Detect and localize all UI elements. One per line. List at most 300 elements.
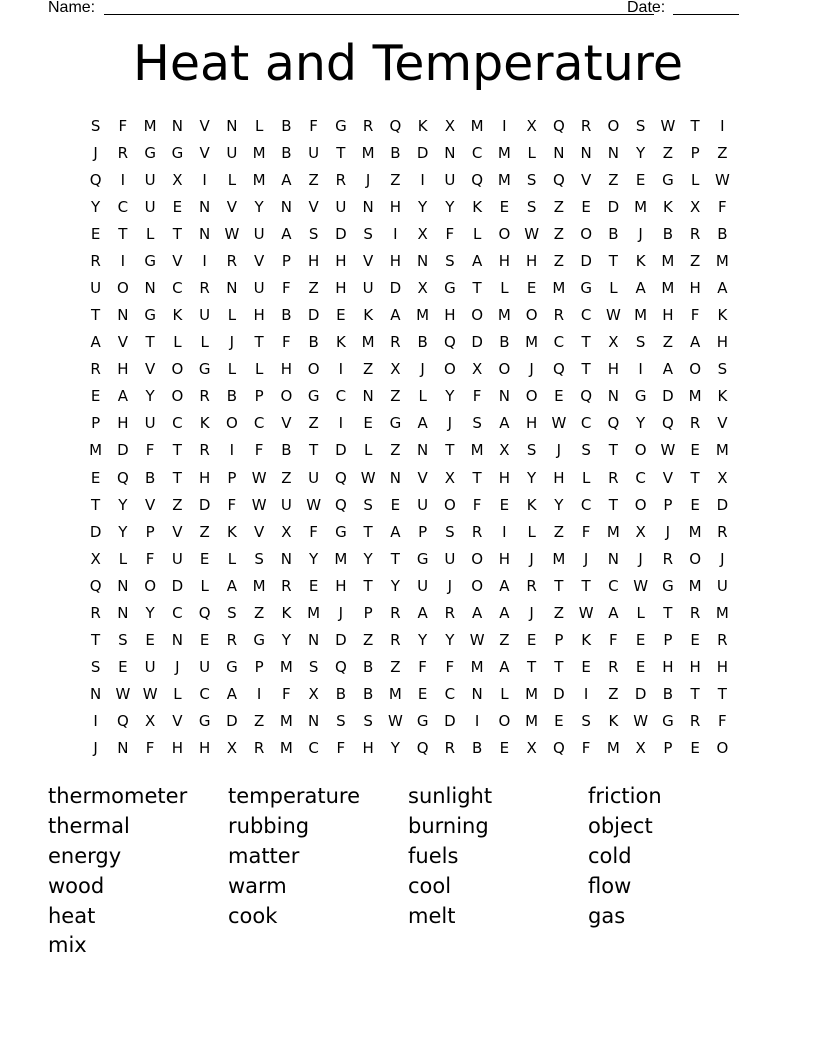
grid-letter: I [93,712,98,731]
grid-letter: R [689,414,701,433]
grid-letter: X [526,739,537,758]
grid-letter: T [390,549,400,568]
grid-letter: Z [390,658,401,677]
grid-letter: R [253,739,265,758]
grid-letter: W [306,495,322,514]
word-list-item: temperature [228,783,360,808]
grid-letter: X [499,441,510,460]
grid-letter: L [227,170,237,189]
grid-letter: D [171,576,184,595]
grid-letter: X [390,360,401,379]
grid-letter: N [226,279,238,297]
grid-letter: K [717,387,728,406]
grid-letter: T [172,441,182,460]
grid-letter: F [718,712,727,731]
grid-letter: T [363,576,373,595]
grid-letter: H [362,739,374,758]
grid-letter: C [553,333,565,352]
word-list-item: mix [48,933,87,958]
grid-letter: O [716,739,729,758]
grid-letter: X [281,522,292,541]
grid-letter: M [470,658,484,677]
grid-letter: E [308,576,319,595]
grid-letter: N [199,197,211,216]
grid-letter: G [662,170,674,189]
grid-letter: R [689,603,701,622]
grid-letter: D [553,685,565,704]
grid-letter: V [172,522,183,541]
grid-letter: K [226,522,237,541]
grid-letter: P [227,468,237,487]
grid-letter: E [690,495,700,514]
grid-letter: U [144,414,156,433]
grid-letter: R [199,387,210,406]
word-list-item: matter [228,843,300,868]
grid-letter: O [580,224,593,243]
grid-letter: Y [145,387,155,406]
grid-letter: H [553,468,565,487]
grid-letter: C [117,197,129,216]
grid-letter: E [554,712,564,731]
grid-letter: B [308,333,319,352]
grid-letter: E [145,631,155,650]
grid-letter: N [607,387,619,406]
grid-letter: G [662,576,674,595]
grid-letter: I [502,522,507,541]
grid-row [82,491,736,518]
grid-letter: M [334,549,348,568]
grid-letter: X [444,116,456,135]
grid-letter: S [635,333,646,352]
grid-letter: L [527,143,536,162]
grid-letter: B [499,333,510,352]
grid-letter: Z [308,279,319,297]
grid-letter: T [254,333,264,352]
grid-letter: T [608,495,618,514]
grid-letter: H [444,306,456,325]
grid-letter: X [417,224,428,243]
grid-letter: G [198,712,211,731]
grid-letter: H [335,576,347,595]
grid-letter: Z [390,387,401,406]
grid-letter: D [335,441,347,460]
grid-letter: Z [662,143,674,162]
grid-letter: F [227,495,237,514]
grid-letter: H [498,549,511,568]
grid-letter: Z [553,251,565,270]
grid-letter: M [497,170,511,189]
grid-letter: R [362,116,374,135]
grid-letter: Y [390,739,400,758]
grid-letter: R [526,576,537,595]
grid-letter: Q [552,116,565,135]
grid-letter: Z [362,631,374,650]
grid-letter: U [171,549,183,568]
grid-letter: G [253,631,265,650]
grid-letter: L [690,170,700,189]
grid-letter: N [199,224,211,243]
grid-letter: I [583,685,589,704]
grid-letter: N [144,279,156,297]
grid-letter: U [716,576,728,595]
grid-letter: X [635,739,646,758]
word-list-item: energy [48,843,122,868]
header [48,0,748,20]
grid-letter: Z [608,685,619,704]
grid-letter: O [634,441,647,460]
grid-letter: F [282,685,291,704]
grid-letter: B [608,224,619,243]
grid-letter: X [444,468,456,487]
grid-letter: B [717,224,728,243]
grid-letter: H [498,468,511,487]
grid-row [82,356,736,383]
grid-letter: X [308,685,319,704]
grid-letter: L [527,522,536,541]
grid-letter: I [720,116,725,135]
grid-letter: Q [580,387,593,406]
grid-letter: A [117,387,128,406]
grid-letter: G [580,279,592,297]
grid-letter: Z [717,143,728,162]
grid-letter: R [199,441,210,460]
grid-row [82,139,736,166]
grid-letter: X [90,549,101,568]
word-list-item: cook [228,903,278,928]
word-list-item: burning [408,813,489,838]
grid-letter: M [252,170,266,189]
grid-letter: I [393,224,398,243]
grid-letter: D [416,143,429,162]
grid-letter: B [226,387,238,406]
grid-letter: Q [389,116,402,135]
grid-letter: A [717,279,728,297]
grid-letter: Y [445,387,455,406]
grid-letter: F [581,522,591,541]
word-list-item: cool [408,873,452,898]
grid-letter: C [253,414,265,433]
grid-letter: R [471,522,483,541]
grid-letter: I [638,360,643,379]
grid-letter: S [472,414,482,433]
grid-letter: S [254,549,264,568]
grid-letter: G [144,251,156,270]
grid-letter: F [418,658,427,677]
grid-letter: A [390,522,401,541]
grid-row [82,437,736,464]
grid-letter: X [526,116,537,135]
grid-letter: B [281,441,292,460]
grid-letter: M [252,143,266,162]
grid-letter: G [335,116,347,135]
grid-letter: T [581,333,591,352]
grid-letter: L [472,224,482,243]
grid-letter: G [416,712,429,731]
grid-letter: R [689,712,701,731]
grid-row [82,220,736,247]
word-list-item: gas [588,903,626,928]
grid-letter: O [634,495,647,514]
grid-letter: X [172,170,183,189]
grid-letter: S [336,712,346,731]
grid-row [82,464,736,491]
grid-letter: V [199,116,210,135]
grid-letter: Y [91,197,101,216]
grid-row [82,193,736,220]
grid-letter: S [581,441,591,460]
grid-letter: K [363,306,374,325]
grid-letter: Z [390,170,401,189]
grid-letter: R [553,306,565,325]
date-blank-line [673,14,739,15]
grid-letter: H [689,279,701,297]
grid-letter: K [581,631,592,650]
grid-letter: V [281,414,292,433]
grid-letter: H [198,739,211,758]
grid-row [82,112,736,139]
grid-letter: Y [118,495,128,514]
grid-letter: H [389,197,402,216]
grid-letter: M [688,576,702,595]
grid-letter: O [498,360,511,379]
grid-letter: L [227,360,237,379]
grid-letter: H [662,306,674,325]
grid-letter: T [690,685,700,704]
grid-letter: T [336,143,346,162]
grid-letter: M [661,279,675,297]
grid-letter: S [227,603,237,622]
grid-letter: G [144,306,156,325]
word-list-item: cold [588,843,632,868]
grid-letter: E [363,414,373,433]
grid-letter: F [254,441,264,460]
grid-letter: N [389,468,401,487]
grid-letter: L [500,279,509,297]
grid-letter: X [608,333,619,352]
grid-row [82,572,736,599]
grid-letter: K [608,712,619,731]
grid-letter: G [144,143,156,162]
grid-letter: O [443,495,456,514]
grid-row [82,681,736,708]
grid-letter: A [471,251,483,270]
word-list-item: rubbing [228,813,310,838]
grid-row [82,302,736,329]
grid-letter: A [417,603,428,622]
word-list-item: wood [48,873,105,898]
grid-letter: F [472,387,482,406]
grid-letter: H [525,414,538,433]
grid-letter: G [662,712,674,731]
grid-letter: N [171,631,183,650]
grid-letter: H [198,468,211,487]
grid-letter: S [363,224,373,243]
grid-letter: D [226,712,238,731]
grid-letter: A [281,170,292,189]
grid-letter: T [145,333,155,352]
grid-letter: U [417,576,429,595]
grid-letter: L [173,333,182,352]
grid-letter: G [416,549,429,568]
grid-letter: J [720,549,725,568]
grid-letter: N [117,306,129,325]
grid-letter: V [117,333,128,352]
grid-row [82,329,736,356]
grid-letter: N [117,739,129,758]
grid-letter: L [173,685,182,704]
grid-letter: C [580,414,592,433]
grid-letter: E [526,279,537,297]
grid-letter: R [90,603,101,622]
grid-letter: E [90,224,101,243]
grid-letter: Y [309,549,319,568]
grid-letter: D [634,685,647,704]
word-list-row [48,841,768,871]
grid-letter: O [144,576,157,595]
grid-letter: F [718,197,727,216]
grid-letter: R [444,739,456,758]
grid-letter: V [308,197,319,216]
grid-letter: D [580,251,592,270]
grid-letter: L [254,360,264,379]
grid-letter: W [578,603,594,622]
grid-letter: O [280,387,293,406]
grid-letter: N [280,197,292,216]
grid-letter: J [529,549,534,568]
grid-letter: V [362,251,374,270]
grid-letter: E [635,170,646,189]
grid-letter: M [688,522,702,541]
grid-letter: R [199,279,210,297]
grid-letter: O [498,224,511,243]
grid-letter: C [444,685,456,704]
grid-letter: C [335,387,347,406]
grid-letter: P [690,143,700,162]
grid-letter: K [635,251,646,270]
grid-letter: A [281,224,292,243]
grid-letter: K [417,116,428,135]
grid-letter: N [362,387,374,406]
grid-letter: V [172,251,183,270]
grid-letter: V [662,468,673,487]
grid-letter: N [444,143,456,162]
grid-letter: X [226,739,238,758]
grid-letter: R [335,170,347,189]
grid-letter: L [118,549,128,568]
grid-letter: K [662,197,673,216]
grid-letter: Y [281,631,291,650]
grid-letter: Z [172,495,183,514]
grid-letter: F [118,116,128,135]
grid-letter: D [471,333,483,352]
grid-letter: W [633,576,649,595]
grid-letter: N [580,143,592,162]
grid-letter: U [444,170,456,189]
grid-letter: R [608,658,619,677]
grid-letter: E [90,387,101,406]
grid-letter: S [445,522,455,541]
grid-letter: M [497,143,511,162]
grid-letter: H [689,658,701,677]
word-list-item: object [588,813,653,838]
grid-letter: J [338,603,344,622]
grid-letter: Y [254,197,264,216]
grid-letter: B [362,685,374,704]
grid-letter: A [499,603,510,622]
grid-letter: T [172,224,182,243]
grid-letter: E [690,441,700,460]
grid-letter: Y [145,603,155,622]
grid-letter: I [474,712,480,731]
grid-letter: W [660,441,676,460]
grid-letter: A [390,306,401,325]
grid-letter: M [525,333,539,352]
grid-letter: O [689,360,702,379]
grid-letter: W [251,495,267,514]
grid-letter: C [580,306,592,325]
grid-letter: I [202,251,207,270]
grid-letter: U [226,143,238,162]
grid-letter: X [717,468,728,487]
grid-letter: K [172,306,183,325]
grid-letter: Z [662,333,674,352]
grid-letter: Z [308,170,319,189]
grid-letter: V [417,468,428,487]
grid-letter: Z [253,603,265,622]
grid-letter: D [89,522,102,541]
grid-letter: O [225,414,238,433]
grid-letter: M [279,658,293,677]
grid-letter: J [556,441,562,460]
grid-letter: H [716,333,729,352]
grid-letter: M [279,739,293,758]
grid-letter: Q [552,739,565,758]
grid-letter: O [471,549,484,568]
grid-letter: Z [553,197,565,216]
grid-letter: T [445,441,455,460]
grid-letter: L [200,333,209,352]
grid-letter: S [635,116,646,135]
grid-letter: I [120,251,126,270]
grid-letter: U [308,468,320,487]
grid-letter: A [417,414,428,433]
word-list-item: sunlight [408,783,493,808]
grid-letter: N [553,143,565,162]
grid-letter: T [608,251,618,270]
grid-letter: M [252,576,266,595]
grid-letter: Z [553,522,565,541]
grid-letter: P [145,522,155,541]
grid-letter: C [308,739,319,758]
word-list-row [48,871,768,901]
grid-letter: S [526,170,537,189]
grid-letter: M [388,685,402,704]
grid-letter: M [552,549,566,568]
word-list-item: warm [228,873,287,898]
grid-letter: Q [198,603,211,622]
grid-letter: M [634,197,648,216]
grid-letter: U [335,197,347,216]
grid-letter: V [199,143,210,162]
grid-letter: I [338,414,344,433]
grid-letter: N [280,549,292,568]
grid-letter: F [282,279,291,297]
grid-letter: Q [416,739,429,758]
grid-letter: T [554,658,564,677]
grid-letter: E [390,495,401,514]
grid-letter: E [499,739,510,758]
grid-letter: V [226,197,237,216]
